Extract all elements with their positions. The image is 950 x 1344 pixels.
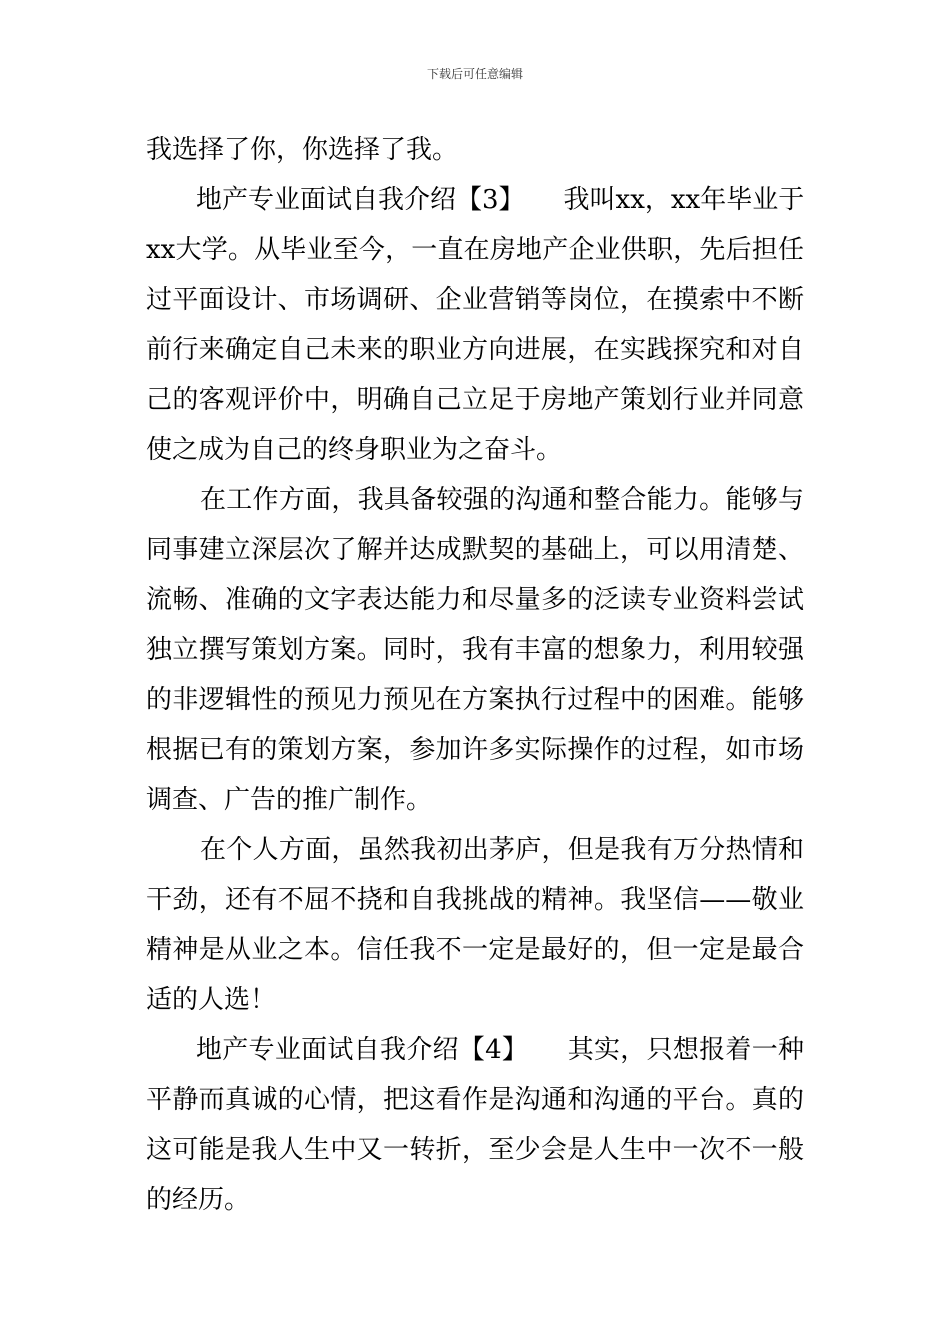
text-line: 平静而真诚的心情，把这看作是沟通和沟通的平台。真的 bbox=[146, 1085, 804, 1115]
text-line: 精神是从业之本。信任我不一定是最好的，但一定是最合 bbox=[146, 935, 804, 965]
paragraph-first-line: 在个人方面，虽然我初出茅庐，但是我有万分热情和 bbox=[200, 835, 804, 865]
text-line: 流畅、准确的文字表达能力和尽量多的泛读专业资料尝试 bbox=[146, 585, 804, 615]
section-heading-line: 地产专业面试自我介绍【4】 其实，只想报着一种 bbox=[196, 1035, 804, 1065]
text-line: 的经历。 bbox=[146, 1185, 251, 1215]
page-header: 下载后可任意编辑 bbox=[426, 67, 523, 81]
text-line: 这可能是我人生中又一转折，至少会是人生中一次不一般 bbox=[146, 1135, 804, 1165]
text-line: 调查、广告的推广制作。 bbox=[146, 785, 433, 815]
text-line: 独立撰写策划方案。同时，我有丰富的想象力，利用较强 bbox=[146, 635, 804, 665]
text-line: 使之成为自己的终身职业为之奋斗。 bbox=[146, 435, 563, 465]
text-line: 前行来确定自己未来的职业方向进展，在实践探究和对自 bbox=[146, 335, 804, 365]
text-line: 适的人选！ bbox=[146, 985, 277, 1015]
text-line: 的非逻辑性的预见力预见在方案执行过程中的困难。能够 bbox=[146, 685, 804, 715]
text-line: 我选择了你，你选择了我。 bbox=[146, 135, 459, 165]
text-line: xx大学。从毕业至今，一直在房地产企业供职，先后担任 bbox=[146, 235, 804, 265]
paragraph-first-line: 在工作方面，我具备较强的沟通和整合能力。能够与 bbox=[200, 485, 804, 515]
text-line: 同事建立深层次了解并达成默契的基础上，可以用清楚、 bbox=[146, 535, 804, 565]
section-heading-line: 地产专业面试自我介绍【3】 我叫xx，xx年毕业于 bbox=[196, 185, 805, 215]
text-line: 根据已有的策划方案，参加许多实际操作的过程，如市场 bbox=[146, 735, 804, 765]
text-line: 己的客观评价中，明确自己立足于房地产策划行业并同意 bbox=[146, 385, 804, 415]
text-line: 干劲，还有不屈不挠和自我挑战的精神。我坚信——敬业 bbox=[146, 885, 804, 915]
text-line: 过平面设计、市场调研、企业营销等岗位，在摸索中不断 bbox=[146, 285, 804, 315]
